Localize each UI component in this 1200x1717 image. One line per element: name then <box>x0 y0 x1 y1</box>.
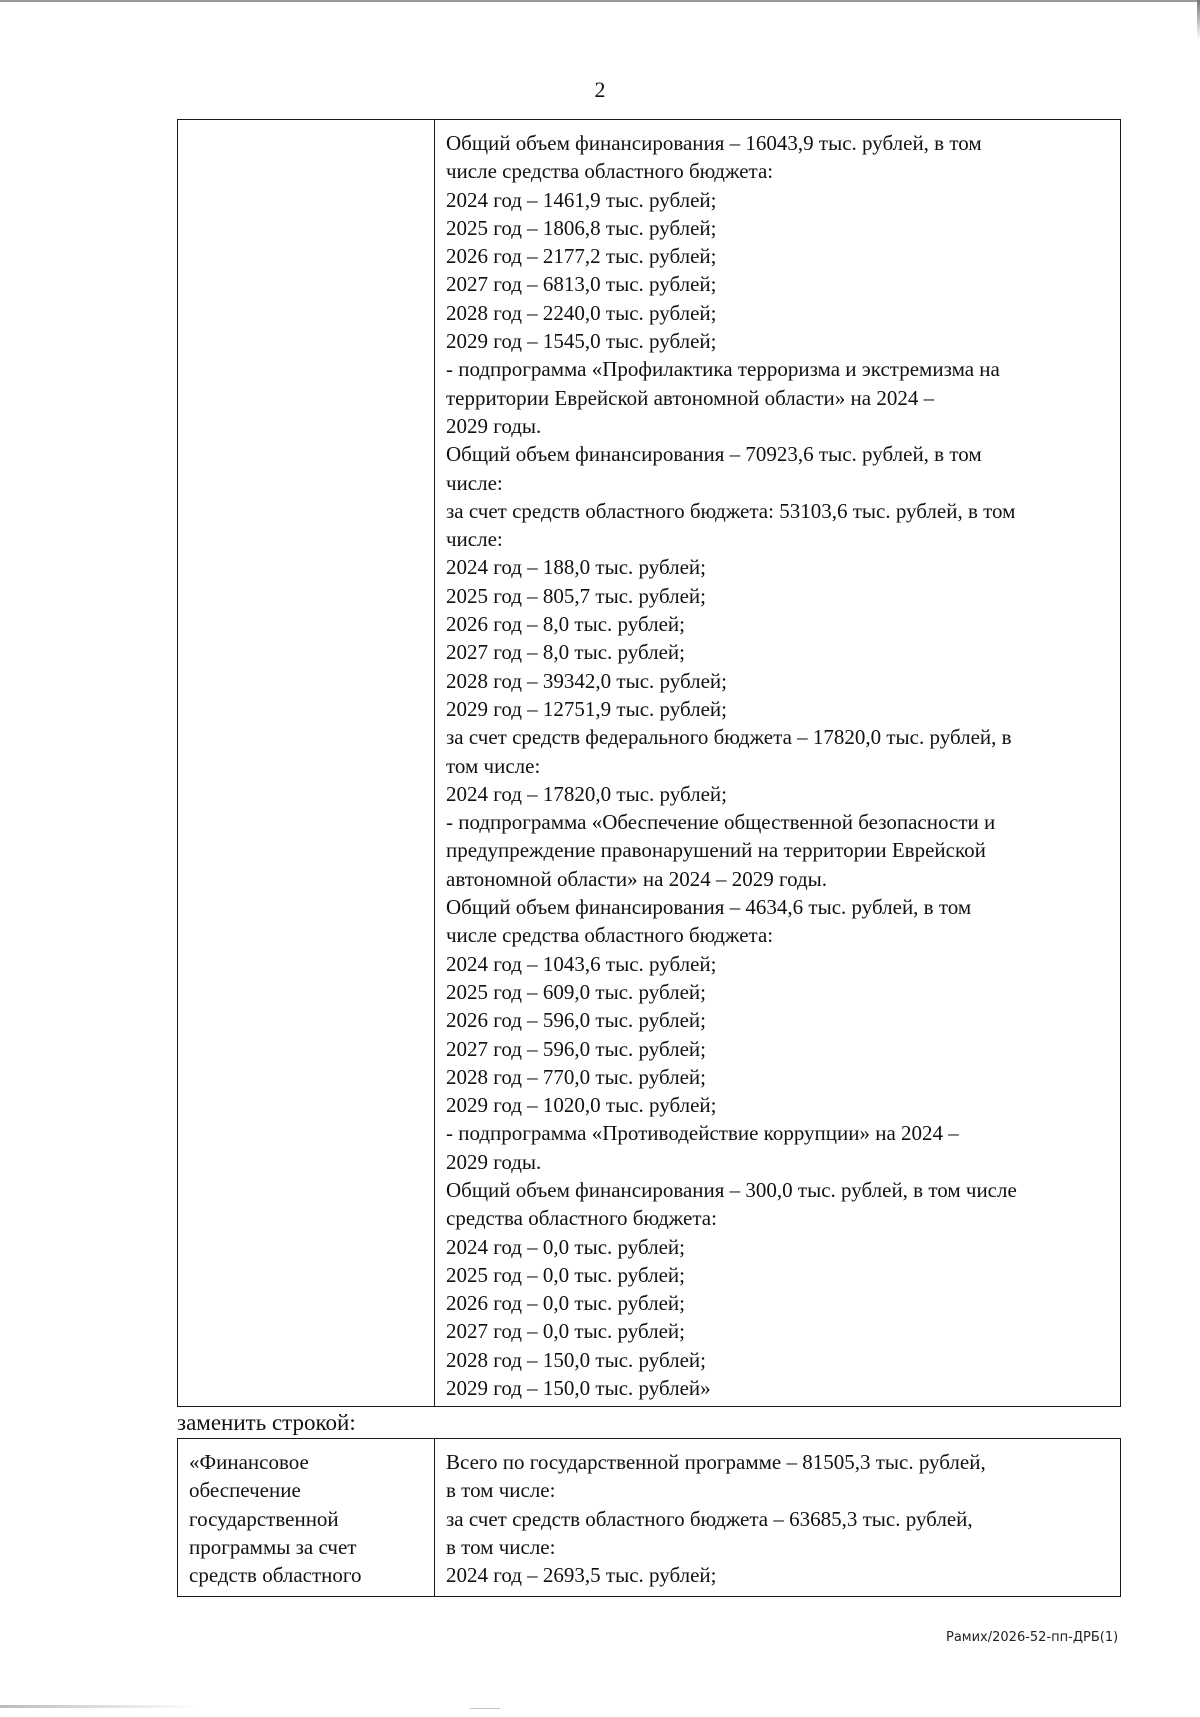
text-line: том числе: <box>446 753 541 778</box>
text-line: 2026 год – 0,0 тыс. рублей; <box>446 1291 686 1316</box>
scan-bottom-mark <box>470 1708 500 1709</box>
text-line: за счет средств областного бюджета – 63685,3 тыс. рублей, <box>446 1506 973 1531</box>
text-line: обеспечение <box>189 1478 301 1503</box>
replace-label: заменить строкой: <box>177 1410 356 1435</box>
text-line: Общий объем финансирования – 16043,9 тыс. рублей, в том <box>446 131 982 155</box>
text-line: 2024 год – 0,0 тыс. рублей; <box>446 1234 686 1259</box>
text-line: 2025 год – 0,0 тыс. рублей; <box>446 1262 686 1287</box>
text-line: 2025 год – 609,0 тыс. рублей; <box>446 979 707 1004</box>
text-line: 2029 год – 1020,0 тыс. рублей; <box>446 1093 717 1118</box>
text-line: - подпрограмма «Обеспечение общественной безопасности и <box>446 810 996 835</box>
text-line: 2029 год – 12751,9 тыс. рублей; <box>446 696 728 721</box>
text-line: 2027 год – 8,0 тыс. рублей; <box>446 640 686 665</box>
text-line: программы за счет <box>189 1534 357 1559</box>
text-line: 2029 годы. <box>446 413 542 438</box>
text-line: числе: <box>446 470 503 495</box>
text-line: 2025 год – 805,7 тыс. рублей; <box>446 583 707 608</box>
text-line: 2027 год – 0,0 тыс. рублей; <box>446 1319 686 1344</box>
text-line: 2028 год – 2240,0 тыс. рублей; <box>446 300 717 325</box>
text-line: автономной области» на 2024 – 2029 годы. <box>446 866 828 891</box>
text-line: в том числе: <box>446 1478 556 1503</box>
text-line: «Финансовое <box>189 1450 309 1474</box>
text-line: числе средства областного бюджета: <box>446 159 774 184</box>
text-line: 2028 год – 770,0 тыс. рублей; <box>446 1064 707 1089</box>
footer-document-code: Рамих/2026-52-пп-ДРБ(1) <box>946 1630 1119 1645</box>
text-line: Общий объем финансирования – 300,0 тыс. рублей, в том числе <box>446 1177 1017 1202</box>
text-line: 2024 год – 1461,9 тыс. рублей; <box>446 187 717 212</box>
text-line: Общий объем финансирования – 4634,6 тыс. рублей, в том <box>446 895 972 920</box>
text-line: 2024 год – 17820,0 тыс. рублей; <box>446 781 728 806</box>
lower-left-cell <box>178 1439 435 1596</box>
text-line: территории Еврейской автономной области» на 2024 – <box>446 385 935 410</box>
text-line: средства областного бюджета: <box>446 1206 717 1231</box>
text-line: числе средства областного бюджета: <box>446 923 774 948</box>
text-line: - подпрограмма «Профилактика терроризма и экстремизма на <box>446 357 1000 382</box>
text-line: за счет средств федерального бюджета – 17820,0 тыс. рублей, в <box>446 725 1012 750</box>
text-line: предупреждение правонарушений на территории Еврейской <box>446 838 986 863</box>
scan-bottom-mark <box>0 1705 200 1708</box>
text-line: 2029 год – 1545,0 тыс. рублей; <box>446 329 717 354</box>
text-line: Всего по государственной программе – 81505,3 тыс. рублей, <box>446 1450 986 1474</box>
text-line: - подпрограмма «Противодействие коррупции» на 2024 – <box>446 1121 959 1146</box>
text-line: 2027 год – 6813,0 тыс. рублей; <box>446 272 717 297</box>
text-line: 2026 год – 596,0 тыс. рублей; <box>446 1008 707 1033</box>
upper-right-cell <box>435 120 1120 1406</box>
lower-right-cell <box>435 1439 1120 1596</box>
text-line: Общий объем финансирования – 70923,6 тыс. рублей, в том <box>446 442 982 467</box>
text-line: 2027 год – 596,0 тыс. рублей; <box>446 1036 707 1061</box>
text-line: 2024 год – 188,0 тыс. рублей; <box>446 555 707 580</box>
page-number: 2 <box>594 77 606 102</box>
text-line: 2026 год – 8,0 тыс. рублей; <box>446 612 686 637</box>
financing-table-lower <box>177 1438 1121 1597</box>
upper-left-cell <box>178 120 435 1406</box>
text-line: за счет средств областного бюджета: 53103,6 тыс. рублей, в том <box>446 498 1016 523</box>
scan-top-edge <box>0 0 1200 2</box>
text-line: в том числе: <box>446 1534 556 1559</box>
financing-table-upper <box>177 119 1121 1407</box>
text-line: средств областного <box>189 1563 362 1588</box>
text-line: государственной <box>189 1506 339 1531</box>
text-line: 2025 год – 1806,8 тыс. рублей; <box>446 215 717 240</box>
text-line: 2029 годы. <box>446 1149 542 1174</box>
text-line: числе: <box>446 527 503 552</box>
text-line: 2024 год – 1043,6 тыс. рублей; <box>446 951 717 976</box>
text-line: 2028 год – 150,0 тыс. рублей; <box>446 1347 707 1372</box>
text-line: 2026 год – 2177,2 тыс. рублей; <box>446 244 717 269</box>
text-line: 2029 год – 150,0 тыс. рублей» <box>446 1376 711 1401</box>
text-line: 2024 год – 2693,5 тыс. рублей; <box>446 1563 717 1588</box>
text-line: 2028 год – 39342,0 тыс. рублей; <box>446 668 728 693</box>
